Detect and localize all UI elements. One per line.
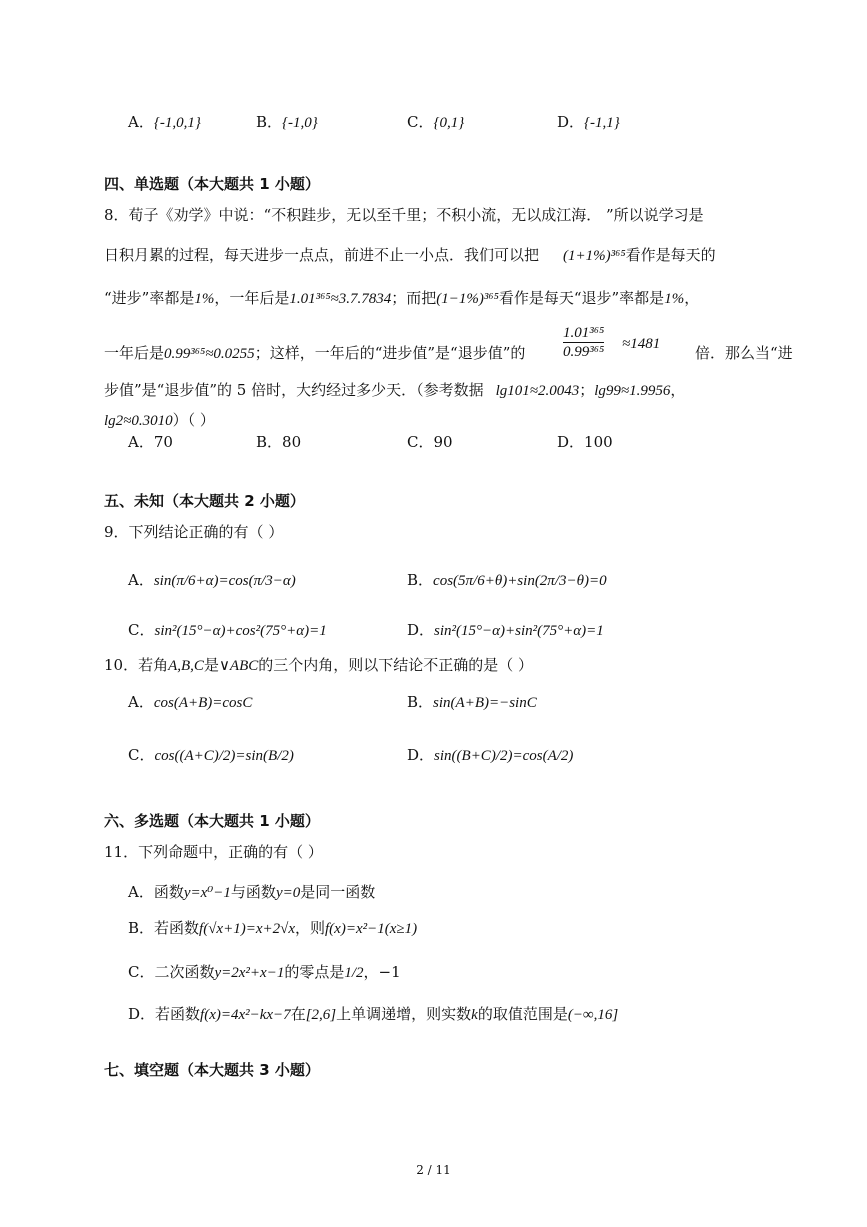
q10-option-d: D．sin((B+C)/2)=cos(A/2) [407,746,574,764]
option-d: D．100 [557,433,613,451]
option-c: C．90 [407,433,453,451]
option-b: B．{-1,0} [256,113,318,131]
section-heading: 七、填空题（本大题共 3 小题） [104,1061,320,1079]
q9-option-d: D．sin²(15°−α)+sin²(75°+α)=1 [407,621,604,639]
question-11-text: 11．下列命题中，正确的有（ ） [104,843,323,861]
q11-option-b: B．若函数f(√x+1)=x+2√x，则f(x)=x²−1(x≥1) [128,919,418,937]
option-math: {0,1} [433,115,465,131]
option-a: A．70 [128,433,173,451]
section-heading: 五、未知（本大题共 2 小题） [104,492,305,510]
option-b: B．80 [256,433,302,451]
question-10-text: 10．若角A,B,C是∨ABC的三个内角，则以下结论不正确的是（ ） [104,656,534,674]
q9-option-c: C．sin²(15°−α)+cos²(75°+α)=1 [128,621,327,639]
question-8-line6: lg2≈0.3010）（ ） [104,411,215,429]
fraction: 1.01³⁶⁵ 0.99³⁶⁵ [563,325,605,360]
option-a: A．{-1,0,1} [128,113,201,131]
q10-option-b: B．sin(A+B)=−sinC [407,693,537,711]
question-8-line5: 步值”是“退步值”的 5 倍时，大约经过多少天．（参考数据 lg101≈2.0043；lg99≈1.9956， [104,381,686,399]
section-heading: 六、多选题（本大题共 1 小题） [104,812,320,830]
q9-option-a: A．sin(π/6+α)=cos(π/3−α) [128,571,296,589]
section-heading: 四、单选题（本大题共 1 小题） [104,175,320,193]
q10-option-a: A．cos(A+B)=cosC [128,693,253,711]
question-8-line4-end: 倍．那么当“进 [695,344,793,362]
option-math: {-1,0,1} [153,115,201,131]
option-math: {-1,1} [584,115,620,131]
question-8-text: 8．荀子《劝学》中说：“不积跬步，无以至千里；不积小流，无以成江海． ”所以说学习是 [104,206,704,224]
q10-option-c: C．cos((A+C)/2)=sin(B/2) [128,746,294,764]
option-c: C．{0,1} [407,113,465,131]
q11-option-d: D．若函数f(x)=4x²−kx−7在[2,6]上单调递增，则实数k的取值范围是(−∞,16] [128,1005,619,1023]
question-8-line3: “进步”率都是1%，一年后是1.01³⁶⁵≈3.7.7834；而把(1−1%)³⁶⁵看作是每天“退步”率都是1%， [104,289,700,307]
q9-option-b: B．cos(5π/6+θ)+sin(2π/3−θ)=0 [407,571,607,589]
question-8-line2: 日积月累的过程，每天进步一点点，前进不止一小点．我们可以把 (1+1%)³⁶⁵看作是每天的 [104,246,716,264]
option-d: D．{-1,1} [557,113,620,131]
question-8-line4: 一年后是0.99³⁶⁵≈0.0255；这样，一年后的“进步值”是“退步值”的 [104,344,526,362]
option-math: {-1,0} [282,115,318,131]
q11-option-a: A．函数y=x⁰−1与函数y=0是同一函数 [128,883,376,901]
q11-option-c: C．二次函数y=2x²+x−1的零点是1/2，−1 [128,963,401,981]
question-9-text: 9．下列结论正确的有（ ） [104,523,284,541]
approx-value: ≈1481 [622,336,661,352]
page-number: 2 / 11 [416,1163,451,1177]
